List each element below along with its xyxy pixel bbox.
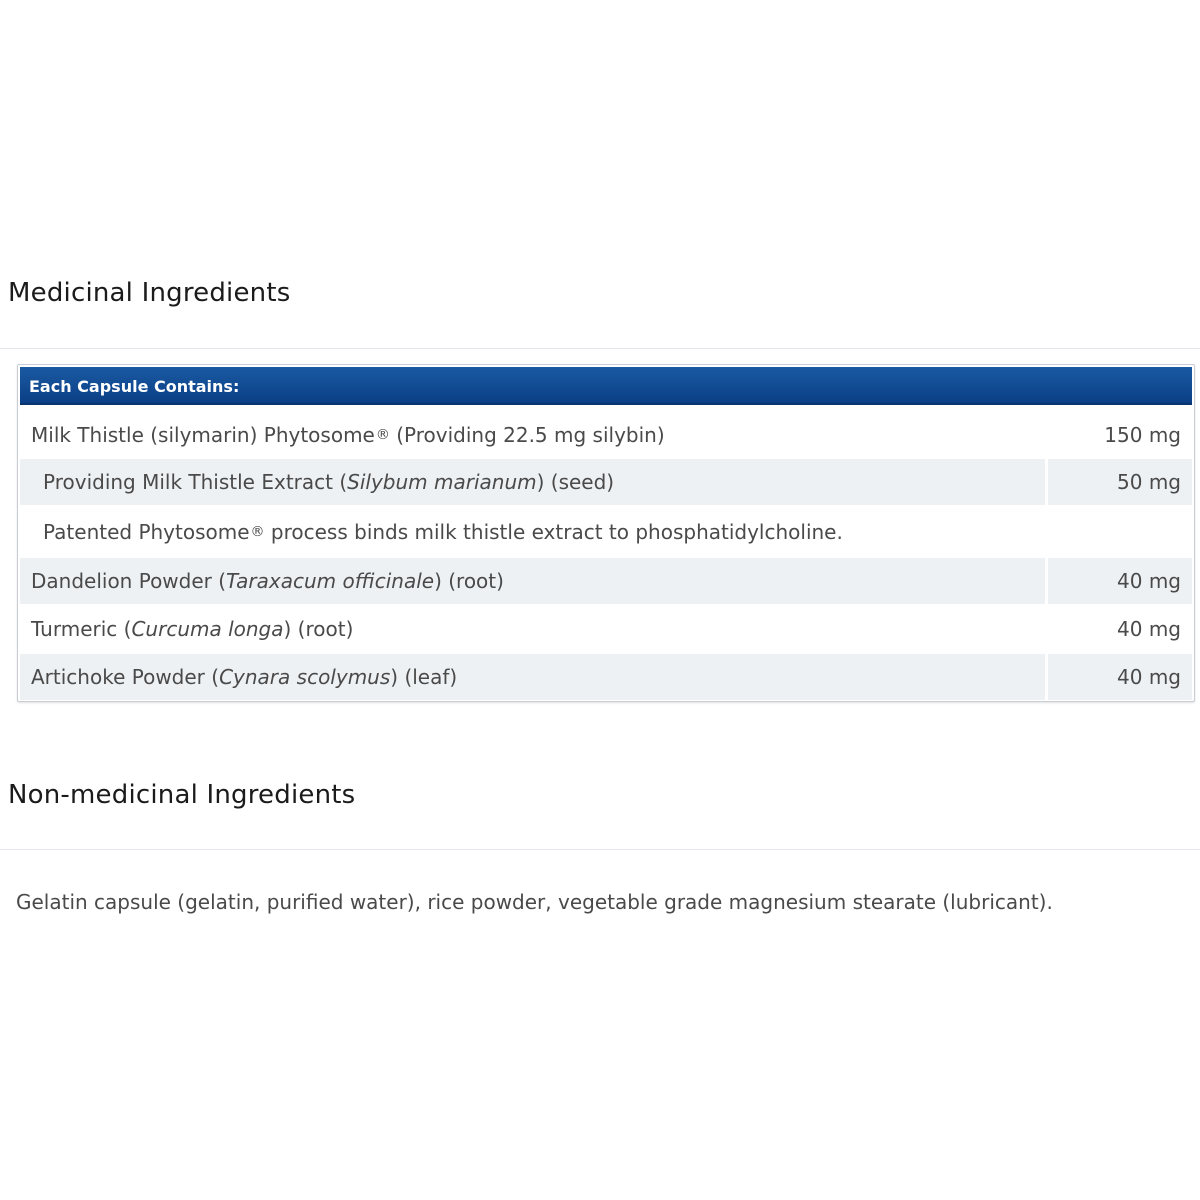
ingredient-name-suffix: ) (leaf) — [390, 665, 458, 689]
latin-name: Silybum marianum — [347, 470, 537, 494]
ingredient-amount: 40 mg — [1048, 558, 1192, 604]
ingredient-name-suffix: ) (root) — [283, 617, 354, 641]
ingredient-name-suffix: ) (seed) — [536, 470, 615, 494]
ingredient-amount: 150 mg — [1104, 422, 1181, 447]
ingredient-amount: 40 mg — [1117, 617, 1181, 641]
latin-name: Cynara scolymus — [219, 665, 391, 689]
supplement-facts-table — [17, 364, 1195, 702]
ingredient-name — [20, 412, 1045, 457]
table-row — [20, 606, 1192, 652]
table-row — [20, 459, 1192, 505]
ingredient-note-suffix: process binds milk thistle extract to phosphatidylcholine. — [264, 520, 843, 544]
ingredient-name-text: Milk Thistle (silymarin) Phytosome — [31, 422, 375, 447]
ingredient-name — [20, 606, 1045, 652]
registered-mark: ® — [375, 426, 390, 443]
section-divider — [0, 348, 1200, 349]
table-row — [20, 558, 1192, 604]
non-medicinal-ingredients-title: Non-medicinal Ingredients — [8, 780, 356, 810]
latin-name: Taraxacum officinale — [226, 569, 435, 593]
table-row — [20, 654, 1192, 700]
registered-mark: ® — [250, 524, 265, 540]
ingredient-name-text: Providing Milk Thistle Extract ( — [43, 470, 348, 494]
ingredient-note-text: Patented Phytosome — [43, 520, 250, 544]
ingredient-name-text: Turmeric ( — [31, 617, 132, 641]
ingredient-name-suffix: (Providing 22.5 mg silybin) — [389, 422, 665, 447]
non-medicinal-ingredients-text: Gelatin capsule (gelatin, purified water), rice powder, vegetable grade magnesium stearate (lubricant). — [16, 890, 1053, 914]
ingredient-note — [20, 507, 1192, 557]
table-header: Each Capsule Contains: — [20, 367, 1192, 405]
ingredient-name — [20, 558, 1045, 604]
medicinal-ingredients-title: Medicinal Ingredients — [8, 278, 291, 308]
table-row — [20, 412, 1192, 457]
table-row — [20, 507, 1192, 557]
ingredient-name-suffix: ) (root) — [434, 569, 504, 593]
ingredient-name-text: Dandelion Powder ( — [31, 569, 227, 593]
ingredient-amount: 40 mg — [1048, 654, 1192, 700]
section-divider — [0, 849, 1200, 850]
ingredient-name-text: Artichoke Powder ( — [31, 665, 220, 689]
ingredient-name — [20, 459, 1045, 505]
ingredient-name — [20, 654, 1045, 700]
ingredient-amount: 50 mg — [1048, 459, 1192, 505]
latin-name: Curcuma longa — [131, 617, 284, 641]
